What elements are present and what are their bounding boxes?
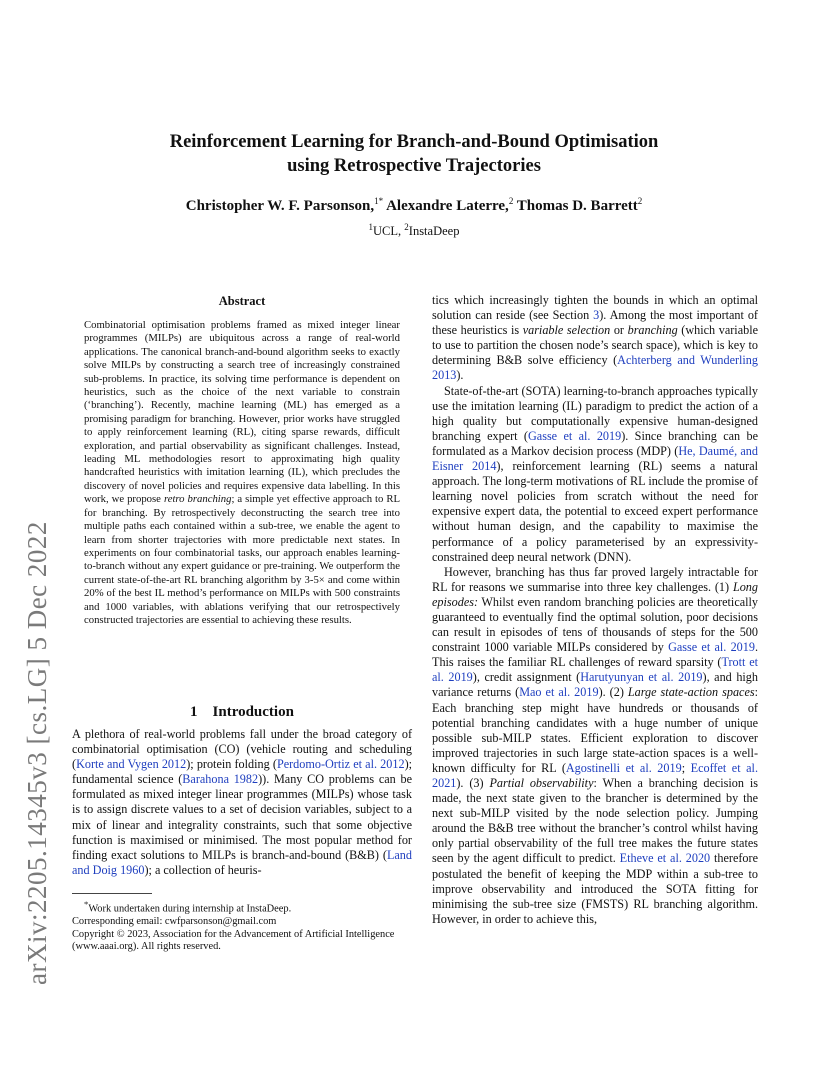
- right-column: [432, 293, 758, 927]
- affiliations: [0, 222, 828, 239]
- text: However, branching has thus far proved largely intractable for RL for reasons we summarise into three key challenges. (1): [432, 564, 758, 594]
- author-2-sup: 2: [508, 196, 514, 206]
- emph: Partial observability: [489, 776, 594, 790]
- author-1: Christopher W. F. Parsonson,: [185, 198, 375, 214]
- text: : When a branching decision is made, the next state given to the brancher is determined by the next sub-MILP visited by the node selection policy. Jumping around the B&B tree without the brancher’s control whilst having only partial observability of the full tree makes the future states seen by the agent difficult to predict.: [432, 776, 758, 866]
- abstract-part-1: Combinatorial optimisation problems framed as mixed integer linear programmes (MILPs) are ubiquitous across a range of real-world applications. The canonical branch-and-bound algorithm seeks to exactly solve MILPs by constructing a search tree of increasingly constrained sub-problems. In practice, its solving time performance is dependent on heuristics, such as the choice of the next variable to constrain (‘branching’). Recently, machine learning (ML) has emerged as a promising paradigm for branching. However, prior works have struggled to apply reinforcement learning (RL), citing sparse rewards, difficult exploration, and partial observability as significant challenges. Instead, leading ML methodologies resort to approximating high quality handcrafted heuristics with imitation learning (IL), which precludes the discovery of novel policies and requires expensive data labelling. In this work, we propose: [84, 319, 400, 506]
- intro-text-5: ); a collection of heuris-: [144, 862, 262, 877]
- author-2: Alexandre Laterre,: [386, 198, 509, 214]
- text: ), and high variance returns (: [432, 670, 758, 700]
- title-line-1: Reinforcement Learning for Branch-and-Bound Optimisation: [169, 132, 659, 152]
- text: ;: [681, 760, 691, 775]
- intro-text-4: )). Many CO problems can be formulated as mixed integer linear programmes (MILPs) whose task is to assign discrete values to a set of decision variables, subject to a mix of linear and integrality constraints, such that some objective function is maximised or minimised. The most popular method for finding exact solutions to MILPs is branch-and-bound (B&B) (: [72, 772, 412, 862]
- citation-link[interactable]: Achterberg and Wunderling 2013: [432, 353, 758, 383]
- title-line-2: using Retrospective Trajectories: [287, 156, 541, 176]
- section-ref-link[interactable]: 3: [593, 308, 600, 323]
- footnote-2: Corresponding email: cwfparsonson@gmail.com: [72, 916, 277, 928]
- text: ). Among the most important of these heuristics is: [432, 308, 758, 338]
- emph: Large state-action spaces: [627, 685, 755, 700]
- aff-1-sup: 1: [368, 222, 374, 232]
- left-column: [72, 294, 412, 627]
- text: therefore postulated the benefit of keeping the MDP within a sub-tree to improve observability and introduced the SOTA fitting for minimising the sub-tree size (FMSTS) RL branching algorithm. However, in order to achieve this,: [432, 851, 758, 926]
- author-3-sup: 2: [637, 196, 643, 206]
- emph: branching: [627, 323, 678, 338]
- citation-link[interactable]: Korte and Vygen 2012: [76, 757, 187, 772]
- text: State-of-the-art (SOTA) learning-to-branch approaches typically use the imitation learning (IL) paradigm to predict the action of a high quality but computationally expensive human-designed branching expert (: [432, 383, 758, 443]
- intro-paragraph: [72, 727, 412, 878]
- citation-link[interactable]: Etheve et al. 2020: [619, 851, 711, 866]
- aff-1: UCL,: [373, 224, 405, 239]
- citation-link[interactable]: Gasse et al. 2019: [527, 428, 622, 443]
- abstract-heading: Abstract: [218, 294, 266, 308]
- aff-2: InstaDeep: [408, 224, 460, 239]
- abstract-text: [72, 319, 412, 627]
- arxiv-watermark: arXiv:2205.14345v3 [cs.LG] 5 Dec 2022: [22, 521, 52, 985]
- intro-text-2: ); protein folding (: [186, 757, 277, 772]
- intro-section: [72, 704, 412, 878]
- citation-link[interactable]: Perdomo-Ortiz et al. 2012: [276, 757, 405, 772]
- section-title: Introduction: [212, 704, 294, 720]
- citation-link[interactable]: Mao et al. 2019: [519, 685, 599, 700]
- text: ). Since branching can be formulated as a Markov decision process (MDP) (: [432, 428, 758, 458]
- text: ), credit assignment (: [472, 670, 581, 685]
- paper-title: [0, 130, 828, 178]
- emph: variable selection: [522, 323, 611, 338]
- author-1-sup: 1*: [374, 196, 384, 206]
- right-paragraph-1: [432, 293, 758, 384]
- text: ). (3): [456, 776, 490, 790]
- citation-link[interactable]: Gasse et al. 2019: [668, 640, 755, 655]
- citation-link[interactable]: Land and Doig 1960: [72, 847, 412, 877]
- copyright-notice: Copyright © 2023, Association for the Advancement of Artificial Intelligence (www.aaai.org). All rights reserved.: [72, 928, 395, 953]
- intro-text-3: ); fundamental science (: [72, 757, 413, 787]
- right-paragraph-2: [432, 384, 758, 565]
- text: ).: [456, 368, 464, 383]
- abstract-emph: retro branching: [163, 493, 232, 506]
- text: (which variable to use to partition the chosen node’s search space), which is key to determining B&B solve efficiency (: [432, 323, 758, 368]
- footnote-1: [72, 898, 412, 916]
- text: or: [610, 323, 628, 338]
- citation-link[interactable]: Ecoffet et al. 2021: [432, 760, 758, 790]
- section-number: 1: [190, 704, 198, 720]
- citation-link[interactable]: Harutyunyan et al. 2019: [580, 670, 703, 685]
- abstract-part-2: ; a simple yet effective approach to RL for branching. By retrospectively deconstructing the search tree into multiple paths each contained within a sub-tree, we enable the agent to learn from shorter trajectories with more predictable next states. In experiments on four combinatorial tasks, our approach enables learning-to-branch without any expert guidance or pre-training. We outperform the current state-of-the-art RL branching algorithm by 3-5× and come within 20% of the best IL method’s performance on MILPs with 500 constraints and 1000 variables, with ablations verifying that our retrospectively constructed trajectories are essential to achieving these results.: [84, 493, 401, 626]
- right-paragraph-3: [432, 565, 758, 927]
- footnote-rule: [72, 893, 152, 894]
- footnote-1-text: Work undertaken during internship at InstaDeep.: [88, 903, 292, 915]
- citation-link[interactable]: Barahona 1982: [182, 772, 259, 787]
- section-heading-introduction: [72, 704, 412, 721]
- text: : Each branching step might have hundreds or thousands of potential branching candidates with a huge number of unique possible sub-MILP states. Efficient exploration to discover improved trajectories in such large state-action spaces is a well-known difficulty for RL (: [432, 685, 758, 775]
- text: ). (2): [598, 685, 628, 700]
- footnote-1-mark: *: [84, 899, 89, 909]
- author-list: [0, 196, 828, 215]
- intro-text-1: A plethora of real-world problems fall under the broad category of combinatorial optimisation (CO) (vehicle routing and scheduling (: [72, 727, 412, 772]
- citation-link[interactable]: Agostinelli et al. 2019: [565, 760, 682, 775]
- text: Whilst even random branching policies are theoretically guaranteed to eventually find the optimal solution, poor decisions can result in episodes of tens of thousands of steps for the 500 constraint 1000 variable MILPs considered by: [432, 594, 758, 655]
- text: . This raises the familiar RL challenges of reward sparsity (: [432, 640, 758, 670]
- text: ), reinforcement learning (RL) seems a natural approach. The long-term motivations of RL include the promise of learning novel policies from scratch without the need for expensive expert data, the potential to exceed expert performance without human design, and the capability to maximise the performance of a policy parameterised by an expressivity-constrained deep neural network (DNN).: [432, 459, 758, 564]
- text: tics which increasingly tighten the bounds in which an optimal solution can reside (see Section: [432, 293, 758, 323]
- footnotes: [72, 893, 412, 954]
- citation-link[interactable]: He, Daumé, and Eisner 2014: [432, 443, 758, 474]
- emph: Long episodes:: [432, 579, 758, 609]
- citation-link[interactable]: Trott et al. 2019: [432, 655, 758, 685]
- author-3: Thomas D. Barrett: [516, 198, 638, 214]
- aff-2-sup: 2: [404, 222, 409, 232]
